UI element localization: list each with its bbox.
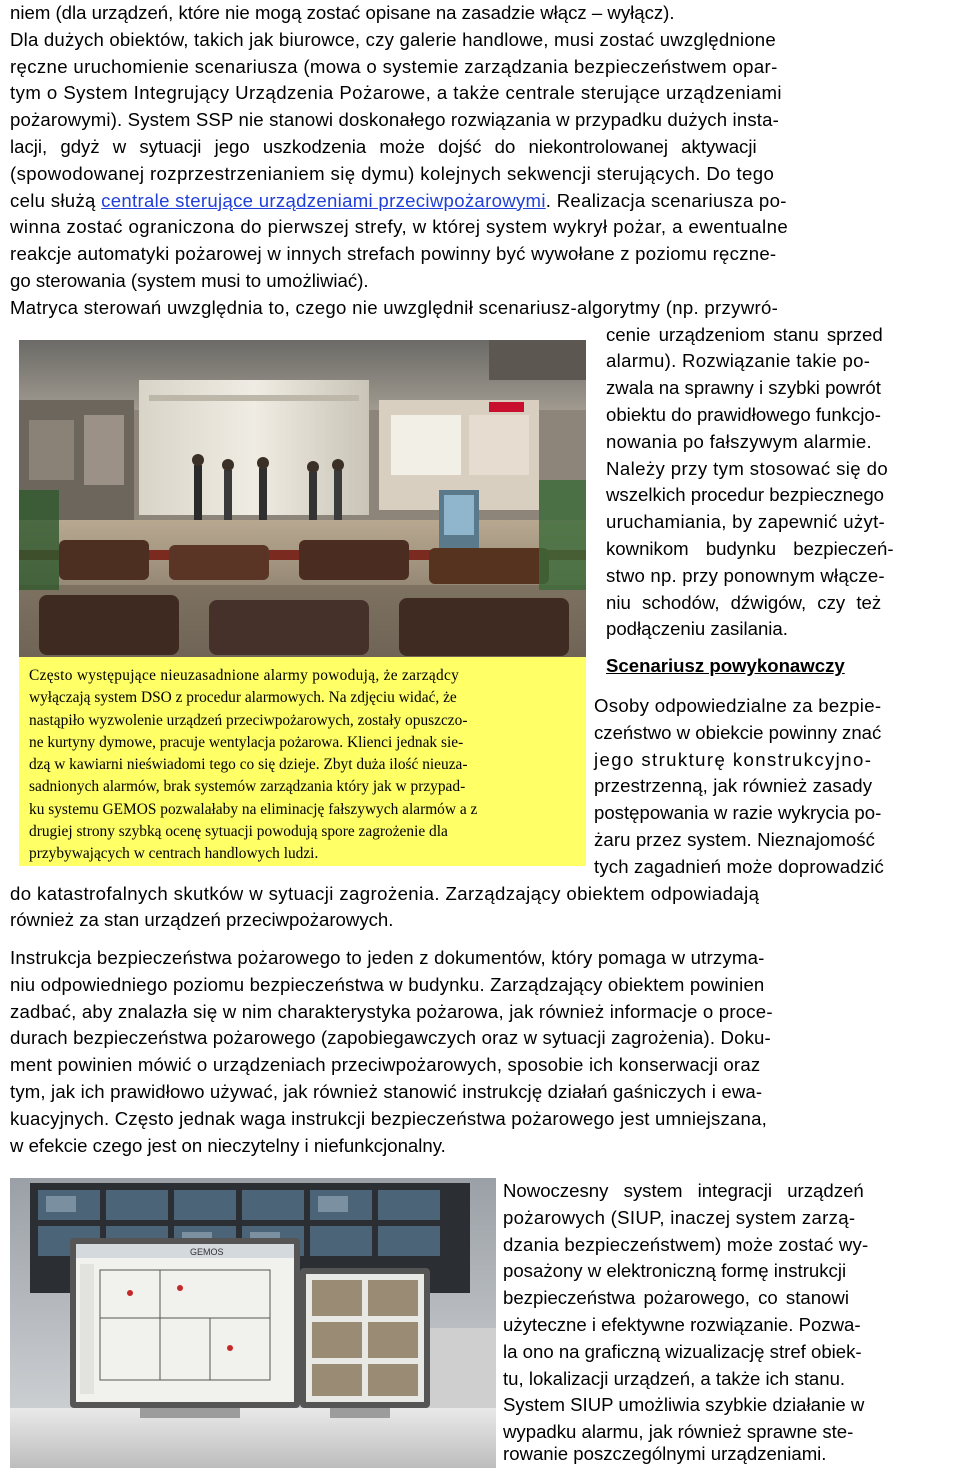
link-line-after: . Realizacja scenariusza po- bbox=[545, 189, 787, 211]
text-line: durach bezpieczeństwa pożarowego (zapobiegawczych oraz w sytuacji zagrożenia). Doku- bbox=[10, 1027, 771, 1049]
text-line: System SIUP umożliwia szybkie działanie w bbox=[503, 1394, 865, 1416]
text-line: tym, jak ich prawidłowo używać, jak również stanowić instrukcję działań gaśniczych i ewa- bbox=[10, 1081, 763, 1102]
text-line: czeństwo w obiekcie powinny znać bbox=[594, 721, 882, 743]
text-line: lacji, gdyż w sytuacji jego uszkodzenia może dojść do niekontrolowanej aktywacji bbox=[10, 136, 757, 157]
text-line: niu schodów, dźwigów, czy też bbox=[606, 591, 882, 613]
text-line: nowania po fałszywym alarmie. bbox=[606, 430, 873, 452]
text-line: zadbać, aby znalazła się w nim charakterystyka pożarowa, jak również informacje o proce- bbox=[10, 1000, 773, 1022]
mall-cafe-image bbox=[19, 340, 586, 660]
text-line: tu, lokalizacji urządzeń, a także ich stanu. bbox=[503, 1367, 846, 1389]
caption-line: drugiej strony szybką ocenę sytuacji powodują spore zagrożenie dla bbox=[29, 823, 448, 841]
text-line: dzania bezpieczeństwem) może zostać wy- bbox=[503, 1233, 869, 1255]
control-room-image bbox=[10, 1178, 496, 1468]
text-line: la ono na graficzną wizualizację stref obiek- bbox=[503, 1340, 862, 1362]
centrale-link[interactable]: centrale sterujące urządzeniami przeciwpożarowymi bbox=[101, 189, 546, 211]
caption-line: przybywających w centrach handlowych ludzi. bbox=[29, 845, 319, 863]
text-line: zwala na sprawny i szybki powrót bbox=[606, 377, 881, 399]
text-line: winna zostać ograniczona do pierwszej strefy, w której system wykrył pożar, a ewentualne bbox=[10, 216, 789, 238]
text-line: uruchamiania, by zapewnić użyt- bbox=[606, 511, 886, 533]
text-line: niem (dla urządzeń, które nie mogą zostać opisane na zasadzie włącz – wyłącz). bbox=[10, 2, 675, 23]
caption-line: Często występujące nieuzasadnione alarmy powodują, że zarządcy bbox=[29, 667, 460, 684]
text-line: wypadku alarmu, jak również sprawne ste- bbox=[503, 1421, 854, 1443]
text-line: tych zagadnień może doprowadzić bbox=[594, 855, 884, 877]
text-line: ment powinien mówić o urządzeniach przeciwpożarowych, sposobie ich konserwacji oraz bbox=[10, 1054, 761, 1076]
caption-line: nastąpiło wyzwolenie urządzeń przeciwpożarowych, zostały opuszczo- bbox=[29, 711, 468, 729]
caption-line: sadnionych alarmów, brak systemów zarządzania który jak w przypad- bbox=[29, 778, 466, 796]
text-line: Dla dużych obiektów, takich jak biurowce, czy galerie handlowe, musi zostać uwzględnione bbox=[10, 28, 776, 50]
photo-caption bbox=[19, 657, 586, 866]
text-line: pożarowymi). System SSP nie stanowi doskonałego rozwiązania w przypadku dużych insta- bbox=[10, 109, 779, 131]
text-line: posażony w elektroniczną formę instrukcji bbox=[503, 1260, 847, 1282]
text-line: cenie urządzeniom stanu sprzed bbox=[606, 323, 883, 345]
caption-line: ku systemu GEMOS pozwalałaby na eliminację fałszywych alarmów a z bbox=[29, 800, 478, 818]
text-line: kuacyjnych. Często jednak waga instrukcji bezpieczeństwa pożarowego jest umniejszana, bbox=[10, 1107, 768, 1129]
caption-line: wyłączają system DSO z procedur alarmowych. Na zdjęciu widać, że bbox=[29, 689, 457, 707]
section-heading: Scenariusz powykonawczy bbox=[606, 655, 845, 676]
text-line: stwo np. przy ponownym włącze- bbox=[606, 564, 885, 586]
text-line bbox=[10, 188, 787, 215]
text-line: (spowodowanej rozprzestrzenianiem się dymu) kolejnych sekwencji sterujących. Do tego bbox=[10, 162, 775, 184]
text-line: również za stan urządzeń przeciwpożarowych. bbox=[10, 909, 394, 931]
gemos-logo-text: GEMOS bbox=[190, 1247, 224, 1257]
text-line: podłączeniu zasilania. bbox=[606, 618, 788, 640]
text-line: go sterowania (system musi to umożliwiać). bbox=[10, 270, 369, 291]
text-line: postępowania w razie wykrycia po- bbox=[594, 802, 882, 824]
text-line: bezpieczeństwa pożarowego, co stanowi bbox=[503, 1287, 849, 1309]
text-line: wszelkich procedur bezpiecznego bbox=[606, 484, 885, 506]
caption-line: dzą w kawiarni nieświadomi tego co się dzieje. Zbyt duża ilość nieuza- bbox=[29, 756, 468, 774]
text-line: obiektu do prawidłowego funkcjo- bbox=[606, 404, 881, 425]
text-line: w efekcie czego jest on nieczytelny i niefunkcjonalny. bbox=[10, 1134, 446, 1156]
text-line: przestrzenną, jak również zasady bbox=[594, 775, 873, 797]
text-line: jego strukturę konstrukcyjno- bbox=[594, 748, 873, 770]
mall-cafe-photo bbox=[19, 340, 586, 660]
link-line-before: celu służą bbox=[10, 189, 102, 211]
text-line: reakcje automatyki pożarowej w innych strefach powinny być wywołane z poziomu ręczne- bbox=[10, 243, 777, 265]
text-line: alarmu). Rozwiązanie takie po- bbox=[606, 350, 871, 372]
text-line: Osoby odpowiedzialne za bezpie- bbox=[594, 695, 882, 716]
text-line: ręczne uruchomienie scenariusza (mowa o systemie zarządzania bezpieczeństwem opar- bbox=[10, 55, 778, 77]
text-line: Matryca sterowań uwzględnia to, czego nie uwzględnił scenariusz-algorytmy (np. przywró- bbox=[10, 296, 779, 318]
text-line: Należy przy tym stosować się do bbox=[606, 457, 889, 479]
text-line: Nowoczesny system integracji urządzeń bbox=[503, 1180, 864, 1201]
text-line: Instrukcja bezpieczeństwa pożarowego to jeden z dokumentów, który pomaga w utrzyma- bbox=[10, 947, 765, 968]
text-line: pożarowych (SIUP, inaczej system zarzą- bbox=[503, 1206, 856, 1228]
text-line: żaru przez system. Nieznajomość bbox=[594, 829, 876, 850]
text-line: użyteczne i efektywne rozwiązanie. Pozwa- bbox=[503, 1314, 861, 1335]
text-line: kownikom budynku bezpieczeń- bbox=[606, 538, 894, 559]
text-line: do katastrofalnych skutków w sytuacji zagrożenia. Zarządzający obiektem odpowiadają bbox=[10, 882, 760, 904]
text-line: rowanie poszczególnymi urządzeniami. bbox=[503, 1443, 827, 1464]
text-line: tym o System Integrujący Urządzenia Pożarowe, a także centrale sterujące urządzeniami bbox=[10, 82, 783, 104]
caption-line: ne kurtyny dymowe, pracuje wentylacja pożarowa. Klienci jednak sie- bbox=[29, 733, 464, 751]
control-room-photo bbox=[10, 1178, 496, 1468]
text-line: niu odpowiedniego poziomu bezpieczeństwa w budynku. Zarządzający obiektem powinien bbox=[10, 973, 765, 995]
